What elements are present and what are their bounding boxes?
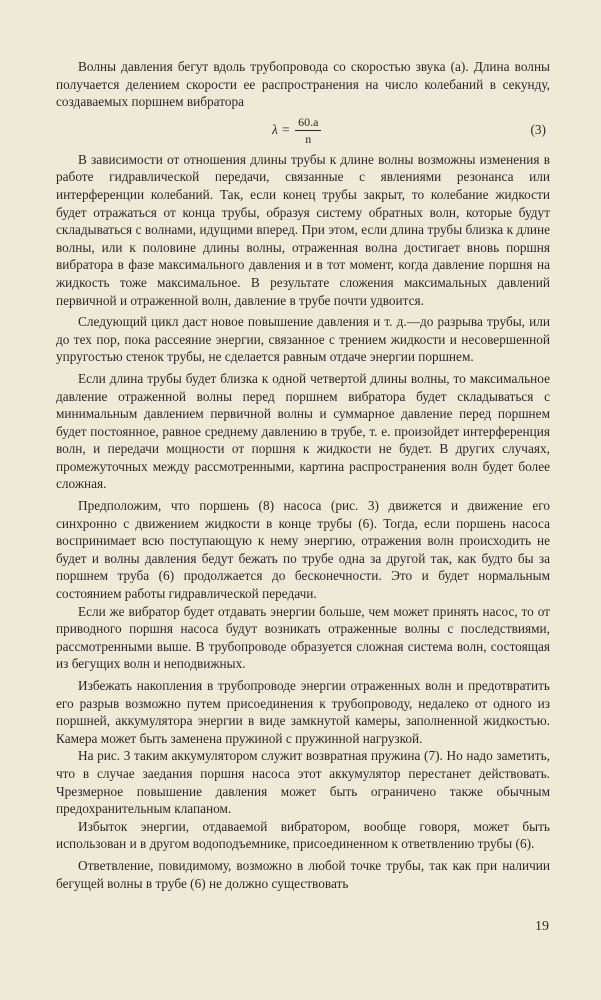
paragraph-10: Ответвление, повидимому, возможно в любой точке трубы, так как при наличии бегущей волны в трубе (6) не должно существовать (56, 857, 550, 891)
formula-number: (3) (530, 121, 546, 137)
formula-lhs: λ = (272, 122, 291, 138)
paragraph-9: Избыток энергии, отдаваемой вибратором, вообще говоря, может быть использован и в другом водоподъемнике, присоединенном к ответвлению трубы (6). (56, 818, 550, 852)
body-text (56, 58, 550, 892)
paragraph-6: Если же вибратор будет отдавать энергии больше, чем может принять насос, то от приводного поршня насоса будут возникать отраженные волны с последствиями, рассмотренными выше. В трубопроводе образуется сложная система волн, состоящая из бегущих волн и неподвижных. (56, 603, 550, 672)
formula-numerator: 60.a (295, 115, 321, 131)
paragraph-7: Избежать накопления в трубопроводе энергии отраженных волн и предотвратить его разрыв возможно путем присоединения к трубопроводу, недалеко от одного из поршней, аккумулятора энергии в виде замкнутой камеры, заполненной жидкостью. Камера может быть заменена пружиной с пружинной нагрузкой. (56, 678, 550, 746)
paragraph-1: Волны давления бегут вдоль трубопровода со скоростью звука (а). Длина волны получается делением скорости ее распространения на число колебаний в секунду, создаваемых поршнем вибратора (56, 59, 550, 110)
formula-fraction (295, 115, 321, 146)
formula-expression (272, 115, 321, 146)
page-number: 19 (535, 919, 549, 934)
paragraph-3: Следующий цикл даст новое повышение давления и т. д.—до разрыва трубы, или до тех пор, пока рассеяние энергии, связанное с трением жидкости и несовершенной упругостью стенок трубы, не сделается равным отдаче энергии поршнем. (56, 314, 550, 365)
formula-denominator: n (305, 131, 312, 146)
paragraph-8: На рис. 3 таким аккумулятором служит возвратная пружина (7). Но надо заметить, что в случае заедания поршня насоса этот аккумулятор перестанет действовать. Чрезмерное повышение давления может быть ограничено также обычным предохранительным клапаном. (56, 748, 550, 817)
paragraph-4: Если длина трубы будет близка к одной четвертой длины волны, то максимальное давление отраженной волны перед поршнем вибратора будет складываться с минимальным давлением первичной волны и суммарное давление перед поршнем будет постоянное, равное среднему давлению в трубе, т. е. произойдет интерференция волн, и передачи мощности от поршня к жидкости не будет. В других случаях, промежуточных между рассмотренными, картина распространения волн будет более сложная. (56, 370, 550, 492)
paragraph-2: В зависимости от отношения длины трубы к длине волны возможны изменения в работе гидравлической передачи, связанные с явлениями резонанса или интерференции колебаний. Так, если конец трубы закрыт, то колебание жидкости будет отражаться от конца трубы, образуя систему обратных волн, которые будут складываться с волнами, идущими вперед. При этом, если длина трубы близка к длине волны, или к половине длины волны, отраженная волна достигает вновь поршня вибратора в фазе максимального давления и в тот момент, когда давление поршня на жидкость тоже максимальное. В результате сложения максимальных давлений первичной и отраженной волн, давление в трубе почти удвоится. (56, 151, 550, 308)
paragraph-5: Предположим, что поршень (8) насоса (рис. 3) движется и движение его синхронно с движением жидкости в конце трубы (6). Тогда, если поршень насоса воспринимает всю поступающую к нему энергию, отражения волн происходить не будет и волны давления бедут бежать по трубе одна за другой так, как будто бы за поршнем труба (6) продолжается до бесконечности. Это и будет нормальным состоянием работы гидравлической передачи. (56, 498, 550, 602)
formula-3 (56, 111, 550, 151)
